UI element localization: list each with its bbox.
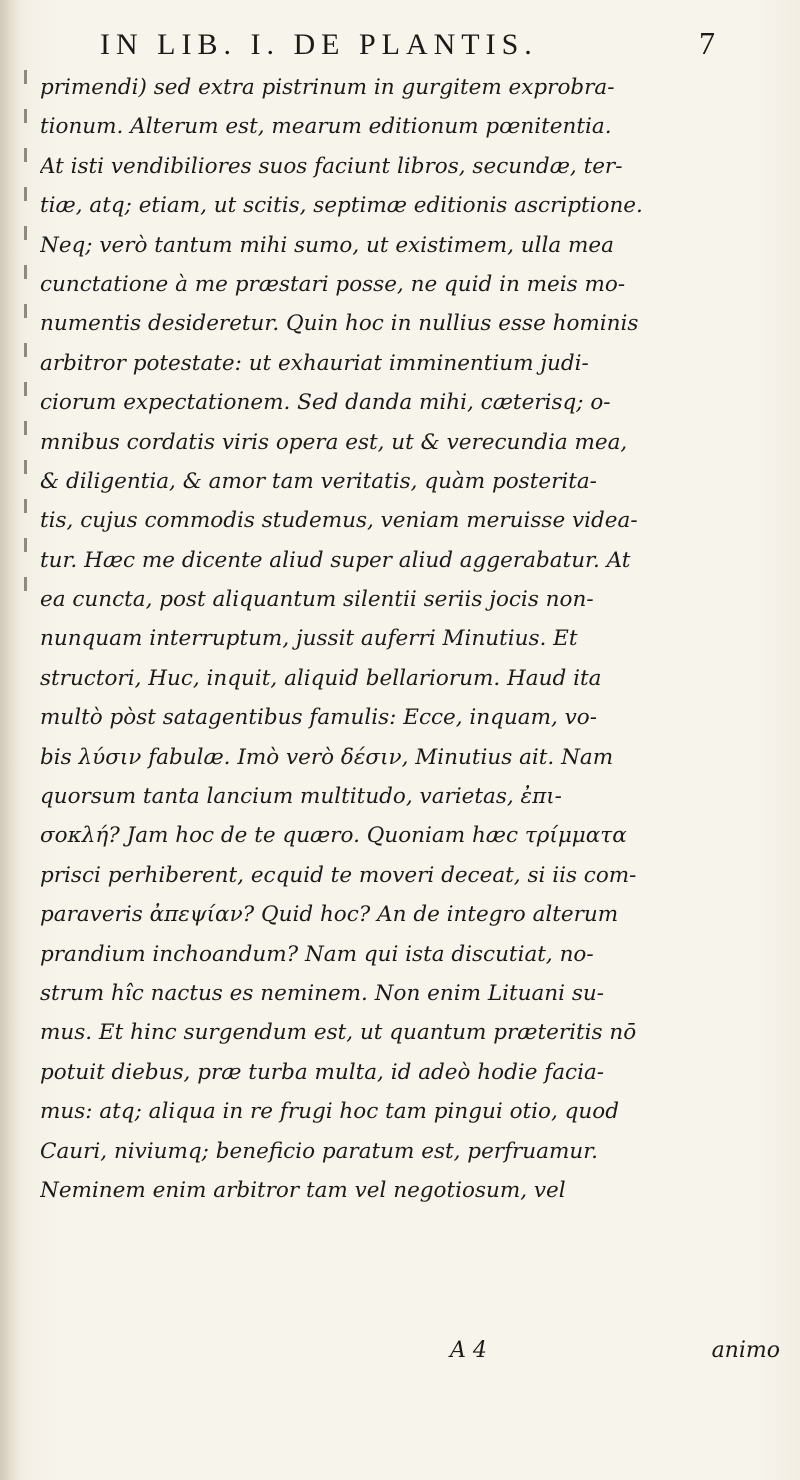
margin-marks	[24, 70, 34, 1070]
text-line: potuit diebus, præ turba multa, id adeò hodie facia-	[40, 1059, 605, 1085]
text-line: quorsum tanta lancium multitudo, varietas, ἐπι-	[40, 784, 562, 810]
text-line: Neq; verò tantum mihi sumo, ut existimem, ulla mea	[40, 232, 614, 258]
text-line: mus. Et hinc surgendum est, ut quantum præteritis nō	[40, 1020, 637, 1046]
text-line: Cauri, niviumq; beneficio paratum est, perfruamur.	[40, 1138, 598, 1164]
text-line: & diligentia, & amor tam veritatis, quàm posterita-	[40, 468, 597, 494]
signature-line	[40, 1338, 780, 1378]
text-line: tiæ, atq; etiam, ut scitis, septimæ editionis ascriptione.	[40, 193, 643, 219]
running-head	[100, 10, 720, 62]
text-line: primendi) sed extra pistrinum in gurgitem exprobra-	[40, 75, 615, 100]
running-title: IN LIB. I. DE PLANTIS.	[100, 28, 538, 61]
text-line: ciorum expectationem. Sed danda mihi, cæterisq; o-	[40, 390, 611, 416]
text-line: mus: atq; aliqua in re frugi hoc tam pingui otio, quod	[40, 1099, 619, 1125]
text-line: tur. Hæc me dicente aliud super aliud aggerabatur. At	[40, 547, 631, 573]
body-text	[40, 68, 780, 1210]
text-line: prandium inchoandum? Nam qui ista discutiat, no-	[40, 941, 594, 967]
text-line: structori, Huc, inquit, aliquid bellariorum. Haud ita	[40, 665, 602, 691]
text-line: Neminem enim arbitror tam vel negotiosum, vel	[40, 1177, 566, 1203]
text-line: σοκλή? Jam hoc de te quæro. Quoniam hæc τρίμματα	[40, 823, 627, 849]
text-line: ea cuncta, post aliquantum silentii seriis jocis non-	[40, 587, 594, 613]
text-line: At isti vendibiliores suos faciunt libros, secundæ, ter-	[40, 153, 623, 179]
text-line: bis λύσιν fabulæ. Imò verò δέσιν, Minutius ait. Nam	[40, 744, 614, 770]
page-number: 7	[699, 25, 720, 61]
binding-gutter	[0, 0, 20, 1480]
text-line: paraveris ἀπεψίαν? Quid hoc? An de integro alterum	[40, 902, 619, 928]
text-line: cunctatione à me præstari posse, ne quid in meis mo-	[40, 271, 626, 297]
text-line: tionum. Alterum est, mearum editionum pœnitentia.	[40, 114, 612, 140]
text-line: mnibus cordatis viris opera est, ut & verecundia mea,	[40, 429, 628, 455]
text-line: tis, cujus commodis studemus, veniam meruisse videa-	[40, 508, 638, 534]
text-line: numentis desideretur. Quin hoc in nullius esse hominis	[40, 311, 639, 337]
catchword: animo	[711, 1338, 780, 1363]
signature-mark: A 4	[450, 1338, 487, 1363]
text-line: strum hîc nactus es neminem. Non enim Lituani su-	[40, 980, 604, 1006]
text-line: arbitror potestate: ut exhauriat imminentium judi-	[40, 350, 589, 376]
text-line: nunquam interruptum, jussit auferri Minutius. Et	[40, 626, 578, 652]
text-line: prisci perhiberent, ecquid te moveri deceat, si iis com-	[40, 862, 637, 888]
text-line: multò pòst satagentibus famulis: Ecce, inquam, vo-	[40, 705, 597, 731]
